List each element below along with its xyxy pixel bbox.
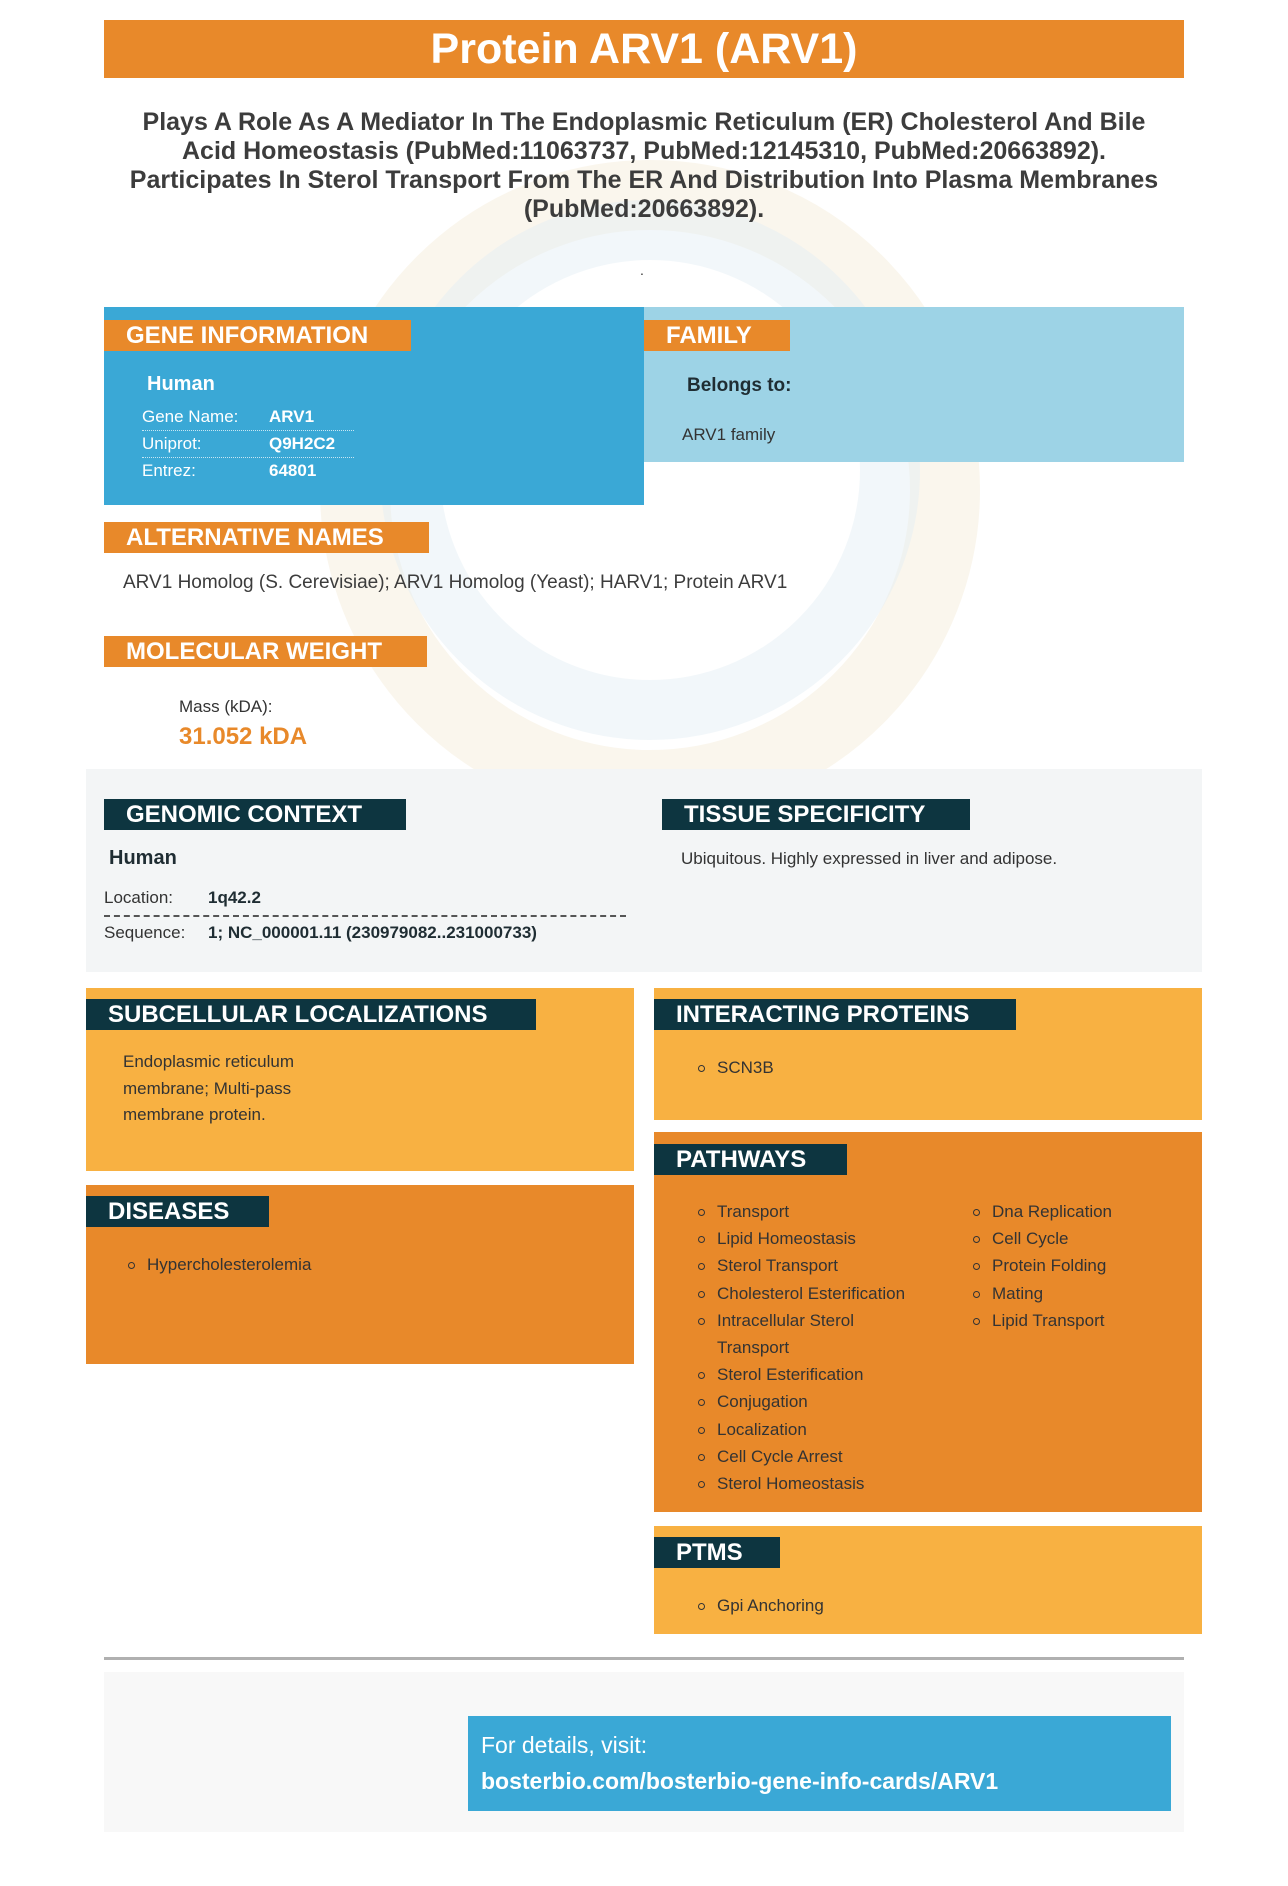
protein-summary: Plays A Role As A Mediator In The Endoplasmic Reticulum (ER) Cholesterol And Bile Acid Homeostasis (PubMed:11063737, PubMed:12145310, PubMed:20663892). Participates In Sterol Transport From The ER And Distribution Into Plasma Membranes (PubMed:20663892). (129, 108, 1159, 223)
list-item: Lipid Homeostasis (698, 1225, 918, 1252)
footer-link[interactable]: bosterbio.com/bosterbio-gene-info-cards/ARV1 (481, 1768, 999, 1794)
genomic-context-heading: GENOMIC CONTEXT (104, 799, 406, 830)
pathways-heading: PATHWAYS (654, 1144, 847, 1175)
footer-divider (104, 1657, 1184, 1660)
diseases-heading: DISEASES (86, 1196, 269, 1227)
list-item: Cholesterol Esterification (698, 1280, 918, 1307)
list-item: Sterol Transport (698, 1252, 918, 1279)
ptms-heading: PTMS (654, 1537, 780, 1568)
entrez-label: Entrez: (142, 461, 196, 480)
alternative-names-heading: ALTERNATIVE NAMES (104, 522, 429, 553)
interacting-proteins-heading: INTERACTING PROTEINS (654, 999, 1016, 1030)
pathways-list-col1 (698, 1198, 918, 1497)
footer-visit-text: For details, visit: (481, 1732, 648, 1758)
tissue-specificity-text: Ubiquitous. Highly expressed in liver and adipose. (681, 849, 1058, 868)
subcellular-line: membrane; Multi-pass (123, 1078, 292, 1098)
footer-details-box (468, 1716, 1171, 1811)
list-item: Conjugation (698, 1388, 918, 1415)
list-item: Intracellular Sterol Transport (698, 1307, 918, 1361)
tissue-specificity-heading: TISSUE SPECIFICITY (662, 799, 970, 830)
list-item: Sterol Homeostasis (698, 1470, 918, 1497)
list-item: Localization (698, 1416, 918, 1443)
genomic-species: Human (109, 847, 177, 869)
mass-value: 31.052 kDA (179, 723, 308, 750)
entrez-value: 64801 (269, 461, 317, 480)
list-item: Cell Cycle Arrest (698, 1443, 918, 1470)
sequence-label: Sequence: (104, 923, 186, 942)
mass-label: Mass (kDA): (179, 697, 273, 716)
list-item: Hypercholesterolemia (128, 1251, 311, 1278)
interacting-proteins-list (698, 1054, 774, 1081)
entrez-row (142, 457, 354, 484)
gene-name-label: Gene Name: (142, 407, 239, 426)
gene-species: Human (147, 373, 215, 395)
list-item: SCN3B (698, 1054, 774, 1081)
family-value: ARV1 family (682, 425, 776, 444)
list-item: Lipid Transport (973, 1307, 1173, 1334)
page-title: Protein ARV1 (ARV1) (104, 20, 1184, 78)
uniprot-row (142, 430, 354, 458)
family-heading: FAMILY (644, 320, 790, 351)
gene-name-value: ARV1 (269, 407, 315, 426)
subcellular-heading: SUBCELLULAR LOCALIZATIONS (86, 999, 536, 1030)
location-label: Location: (104, 888, 173, 907)
gene-name-row (142, 403, 354, 431)
molecular-weight-heading: MOLECULAR WEIGHT (104, 636, 427, 667)
subcellular-line: Endoplasmic reticulum (123, 1052, 295, 1071)
sequence-value: 1; NC_000001.11 (230979082..231000733) (208, 923, 537, 942)
gene-information-heading: GENE INFORMATION (104, 320, 411, 351)
sequence-row (104, 923, 626, 949)
separator-dot: . (640, 262, 644, 278)
family-belongs-label: Belongs to: (687, 375, 792, 396)
list-item: Mating (973, 1280, 1173, 1307)
location-value: 1q42.2 (208, 888, 261, 907)
list-item: Protein Folding (973, 1252, 1173, 1279)
subcellular-text (123, 1049, 294, 1129)
diseases-list (128, 1251, 311, 1278)
subcellular-line: membrane protein. (123, 1105, 266, 1124)
list-item: Gpi Anchoring (698, 1592, 824, 1619)
alternative-names-text: ARV1 Homolog (S. Cerevisiae); ARV1 Homolog (Yeast); HARV1; Protein ARV1 (123, 572, 788, 593)
pathways-list-col2 (973, 1198, 1173, 1334)
list-item: Dna Replication (973, 1198, 1173, 1225)
list-item: Cell Cycle (973, 1225, 1173, 1252)
list-item: Transport (698, 1198, 918, 1225)
location-row (104, 888, 626, 917)
ptms-list (698, 1592, 824, 1619)
uniprot-label: Uniprot: (142, 434, 202, 453)
uniprot-value: Q9H2C2 (269, 434, 336, 453)
list-item: Sterol Esterification (698, 1361, 918, 1388)
